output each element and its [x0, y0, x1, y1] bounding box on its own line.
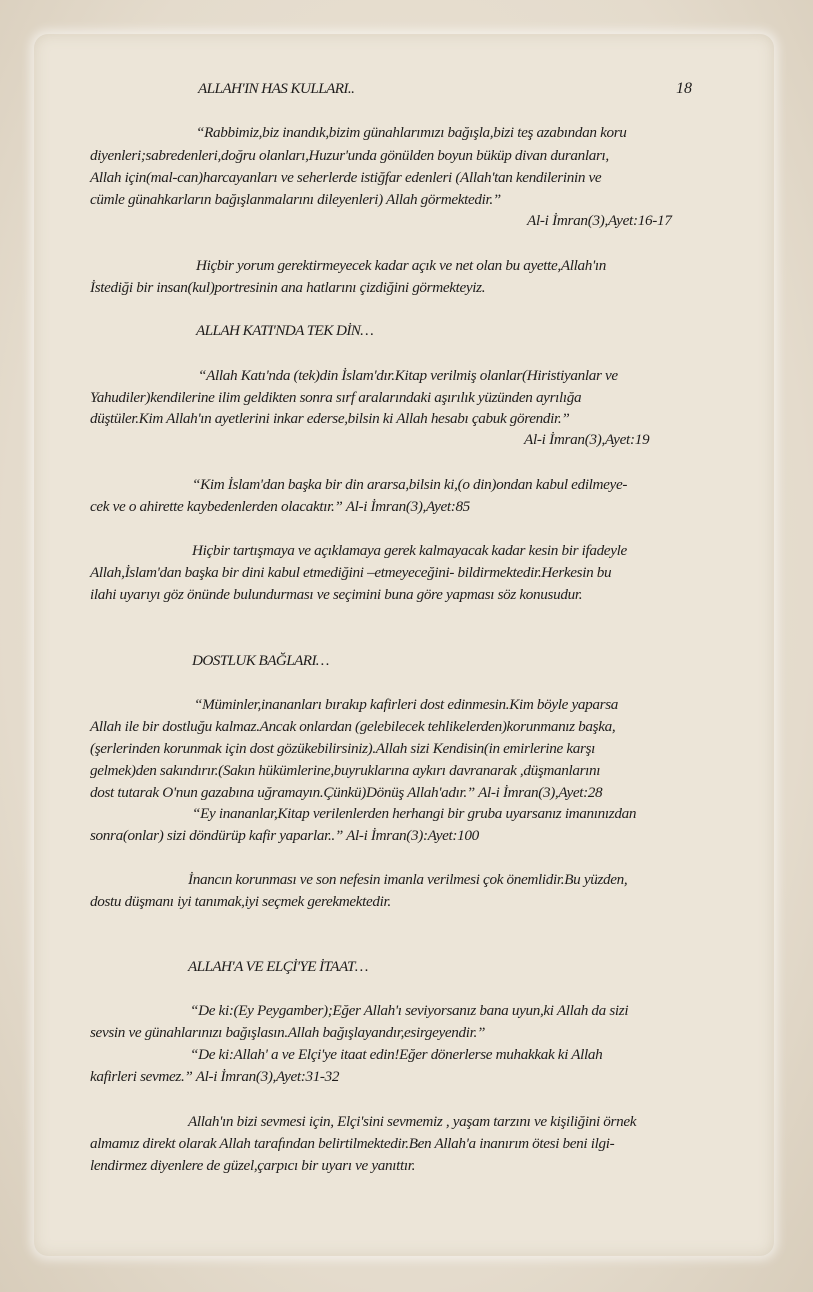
quote-line: sevsin ve günahlarınızı bağışlasın.Allah bağışlayandır,esirgeyendir.” [90, 1024, 486, 1041]
quote-line: cek ve o ahirette kaybedenlerden olacaktır.” Al-i İmran(3),Ayet:85 [90, 498, 470, 515]
quote-line: Allah için(mal-can)harcayanları ve seherlerde istiğfar edenleri (Allah'tan kendilerinin ve [90, 169, 602, 186]
quote-line: diyenleri;sabredenleri,doğru olanları,Huzur'unda gönülden boyun büküp divan duranları, [90, 147, 609, 164]
comment-line: İstediği bir insan(kul)portresinin ana hatlarını çizdiğini görmekteyiz. [90, 279, 486, 296]
quote-line: gelmek)den sakındırır.(Sakın hükümlerine,buyruklarına aykırı davranarak ,düşmanlarını [90, 762, 601, 779]
verse-reference: Al-i İmran(3),Ayet:19 [524, 431, 650, 448]
quote-line: Allah ile bir dostluğu kalmaz.Ancak onlardan (gelebilecek tehlikelerden)korunmanız başka, [90, 718, 616, 735]
running-title: ALLAH'IN HAS KULLARI.. [198, 80, 355, 97]
quote-line: “De ki:(Ey Peygamber);Eğer Allah'ı seviyorsanız bana uyun,ki Allah da sizi [190, 1002, 629, 1019]
quote-line: sonra(onlar) sizi döndürüp kafir yaparlar..” Al-i İmran(3):Ayet:100 [90, 827, 479, 844]
comment-line: Hiçbir tartışmaya ve açıklamaya gerek kalmayacak kadar kesin bir ifadeyle [192, 542, 627, 559]
section-heading: ALLAH'A VE ELÇİ'YE İTAAT… [188, 958, 368, 975]
quote-line: düştüler.Kim Allah'ın ayetlerini inkar ederse,bilsin ki Allah hesabı çabuk görendir.” [90, 410, 570, 427]
quote-line: kafirleri sevmez.” Al-i İmran(3),Ayet:31-32 [90, 1068, 340, 1085]
quote-line: “Allah Katı'nda (tek)din İslam'dır.Kitap verilmiş olanlar(Hiristiyanlar ve [198, 367, 618, 384]
comment-line: ilahi uyarıyı göz önünde bulundurması ve seçimini buna göre yapması söz konusudur. [90, 586, 583, 603]
comment-line: İnancın korunması ve son nefesin imanla verilmesi çok önemlidir.Bu yüzden, [188, 871, 628, 888]
section-heading: DOSTLUK BAĞLARI… [192, 652, 329, 669]
comment-line: Allah,İslam'dan başka bir dini kabul etmediğini –etmeyeceğini- bildirmektedir.Herkesin bu [90, 564, 612, 581]
comment-line: Allah'ın bizi sevmesi için, Elçi'sini sevmemiz , yaşam tarzını ve kişiliğini örnek [188, 1113, 637, 1130]
quote-line: cümle günahkarların bağışlanmalarını dileyenleri) Allah görmektedir.” [90, 191, 501, 208]
page-number: 18 [676, 80, 692, 97]
quote-line: “Müminler,inananları bırakıp kafirleri dost edinmesin.Kim böyle yaparsa [194, 696, 619, 713]
comment-line: lendirmez diyenlere de güzel,çarpıcı bir uyarı ve yanıttır. [90, 1157, 416, 1174]
quote-line: “Rabbimiz,biz inandık,bizim günahlarımızı bağışla,bizi teş azabından koru [196, 124, 627, 141]
comment-line: dostu düşmanı iyi tanımak,iyi seçmek gerekmektedir. [90, 893, 391, 910]
quote-line: “Kim İslam'dan başka bir din ararsa,bilsin ki,(o din)ondan kabul edilmeye- [192, 476, 628, 493]
quote-line: Yahudiler)kendilerine ilim geldikten sonra sırf aralarındaki aşırılık yüzünden ayrılığa [90, 389, 582, 406]
quote-line: dost tutarak O'nun gazabına uğramayın.Çünkü)Dönüş Allah'adır.” Al-i İmran(3),Ayet:28 [90, 784, 603, 801]
comment-line: almamız direkt olarak Allah tarafından belirtilmektedir.Ben Allah'a inanırım ötesi beni ilgi- [90, 1135, 615, 1152]
quote-line: “Ey inananlar,Kitap verilenlerden herhangi bir gruba uyarsanız imanınızdan [192, 805, 637, 822]
comment-line: Hiçbir yorum gerektirmeyecek kadar açık ve net olan bu ayette,Allah'ın [196, 257, 607, 274]
verse-reference: Al-i İmran(3),Ayet:16-17 [527, 212, 672, 229]
quote-line: “De ki:Allah' a ve Elçi'ye itaat edin!Eğer dönerlerse muhakkak ki Allah [190, 1046, 603, 1063]
section-heading: ALLAH KATI'NDA TEK DİN… [196, 322, 374, 339]
quote-line: (şerlerinden korunmak için dost gözükebilirsiniz).Allah sizi Kendisin(in emirlerine karşı [90, 740, 596, 757]
